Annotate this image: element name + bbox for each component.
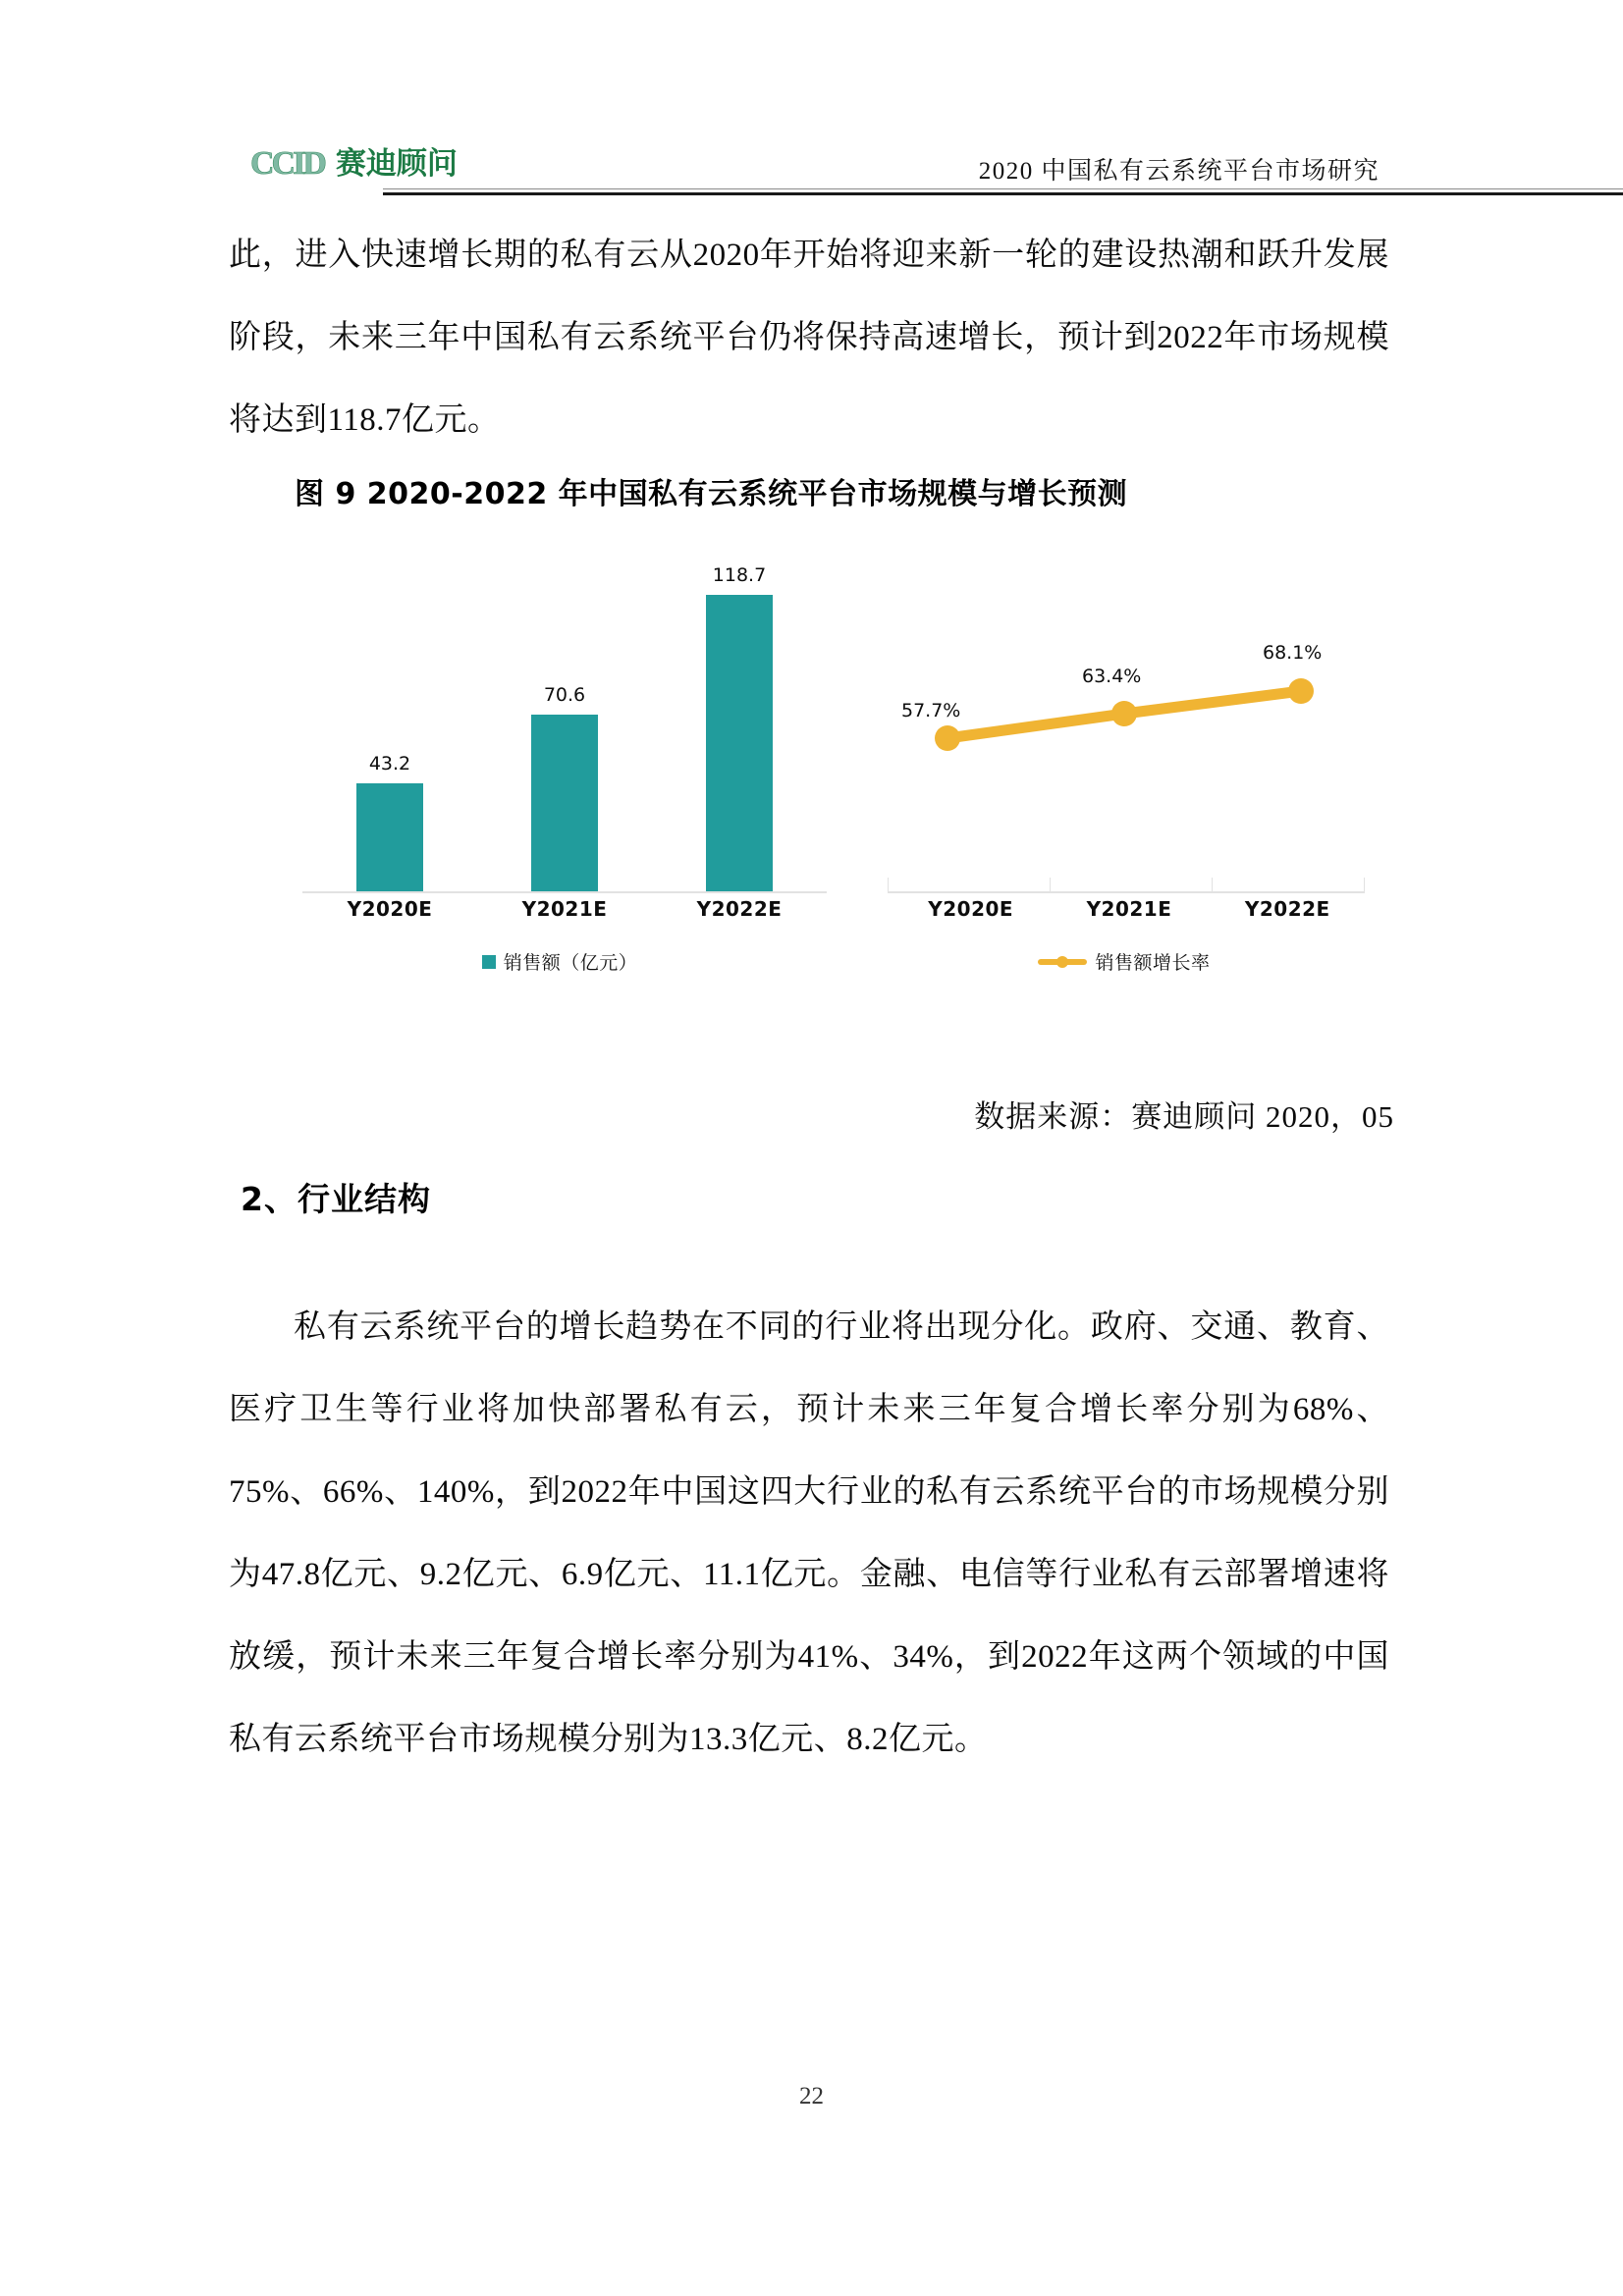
x-tick-label: Y2022E bbox=[696, 897, 783, 921]
section-heading: 2、行业结构 bbox=[241, 1180, 431, 1218]
data-source-note: 数据来源：赛迪顾问 2020，05 bbox=[974, 1099, 1394, 1134]
bar-plot-area bbox=[285, 560, 835, 893]
line-chart-legend bbox=[874, 948, 1375, 975]
x-tick-label: Y2020E bbox=[347, 897, 433, 921]
header-title: 2020 中国私有云系统平台市场研究 bbox=[978, 158, 1380, 185]
line-plot-area bbox=[874, 560, 1375, 893]
line-series-svg bbox=[874, 560, 1375, 893]
paragraph-top: 此，进入快速增长期的私有云从2020年开始将迎来新一轮的建设热潮和跃升发展阶段，未来三年中国私有云系统平台仍将保持高速增长，预计到2022年市场规模将达到118.7亿元。 bbox=[229, 238, 1389, 438]
axis-tick bbox=[1212, 878, 1213, 893]
bar-x-tick-labels bbox=[302, 897, 827, 921]
bar-series bbox=[302, 560, 827, 891]
bar-value-label: 70.6 bbox=[543, 684, 586, 706]
line-chart bbox=[874, 560, 1375, 1011]
bar-x-axis bbox=[302, 891, 827, 893]
line-x-tick-labels bbox=[892, 897, 1367, 921]
page-header bbox=[250, 145, 1380, 204]
axis-tick bbox=[888, 878, 889, 893]
data-point-marker bbox=[1111, 701, 1137, 726]
data-point-marker bbox=[1288, 678, 1314, 704]
bar-value-label: 43.2 bbox=[368, 753, 411, 774]
bar-value-label: 118.7 bbox=[712, 564, 767, 586]
bar-slot bbox=[652, 560, 827, 891]
x-tick-label: Y2021E bbox=[1086, 897, 1172, 921]
bar-slot bbox=[477, 560, 652, 891]
x-tick-label: Y2021E bbox=[521, 897, 608, 921]
legend-swatch-icon bbox=[482, 955, 496, 969]
paragraph-bottom: 私有云系统平台的增长趋势在不同的行业将出现分化。政府、交通、教育、医疗卫生等行业将加快部署私有云，预计未来三年复合增长率分别为68%、75%、66%、140%，到2022年中国这四大行业的私有云系统平台的市场规模分别为47.8亿元、9.2亿元、6.9亿元、11.1亿元。金融、电信等行业私有云部署增速将放缓，预计未来三年复合增长率分别为41%、34%，到2022年这两个领域的中国私有云系统平台市场规模分别为13.3亿元、8.2亿元。 bbox=[229, 1309, 1389, 1757]
axis-tick bbox=[1050, 878, 1051, 893]
bar bbox=[356, 783, 423, 891]
header-rule bbox=[383, 192, 1623, 195]
line-value-label: 57.7% bbox=[901, 700, 961, 721]
header-rule-thin bbox=[383, 188, 1623, 189]
line-value-label: 63.4% bbox=[1082, 666, 1142, 687]
legend-line-swatch-icon bbox=[1038, 959, 1087, 965]
bar bbox=[706, 595, 773, 891]
bar-chart bbox=[285, 560, 835, 1011]
legend-label: 销售额增长率 bbox=[1095, 952, 1211, 974]
line-value-label: 68.1% bbox=[1263, 642, 1323, 664]
legend-label: 销售额（亿元） bbox=[503, 952, 638, 974]
ccid-logo bbox=[250, 147, 458, 181]
page-number: 22 bbox=[799, 2083, 824, 2109]
line-x-axis bbox=[888, 891, 1365, 893]
axis-tick bbox=[1364, 878, 1365, 893]
bar-slot bbox=[302, 560, 477, 891]
figure-9-charts bbox=[285, 560, 1375, 1011]
ccid-logo-text: 赛迪顾问 bbox=[335, 145, 458, 182]
x-tick-label: Y2020E bbox=[928, 897, 1014, 921]
figure-title: 图 9 2020-2022 年中国私有云系统平台市场规模与增长预测 bbox=[295, 477, 1128, 511]
ccid-wordmark-icon: CCID bbox=[250, 145, 324, 182]
x-tick-label: Y2022E bbox=[1244, 897, 1330, 921]
data-point-marker bbox=[935, 725, 960, 751]
bar bbox=[531, 715, 598, 891]
bar-chart-legend bbox=[285, 948, 835, 975]
